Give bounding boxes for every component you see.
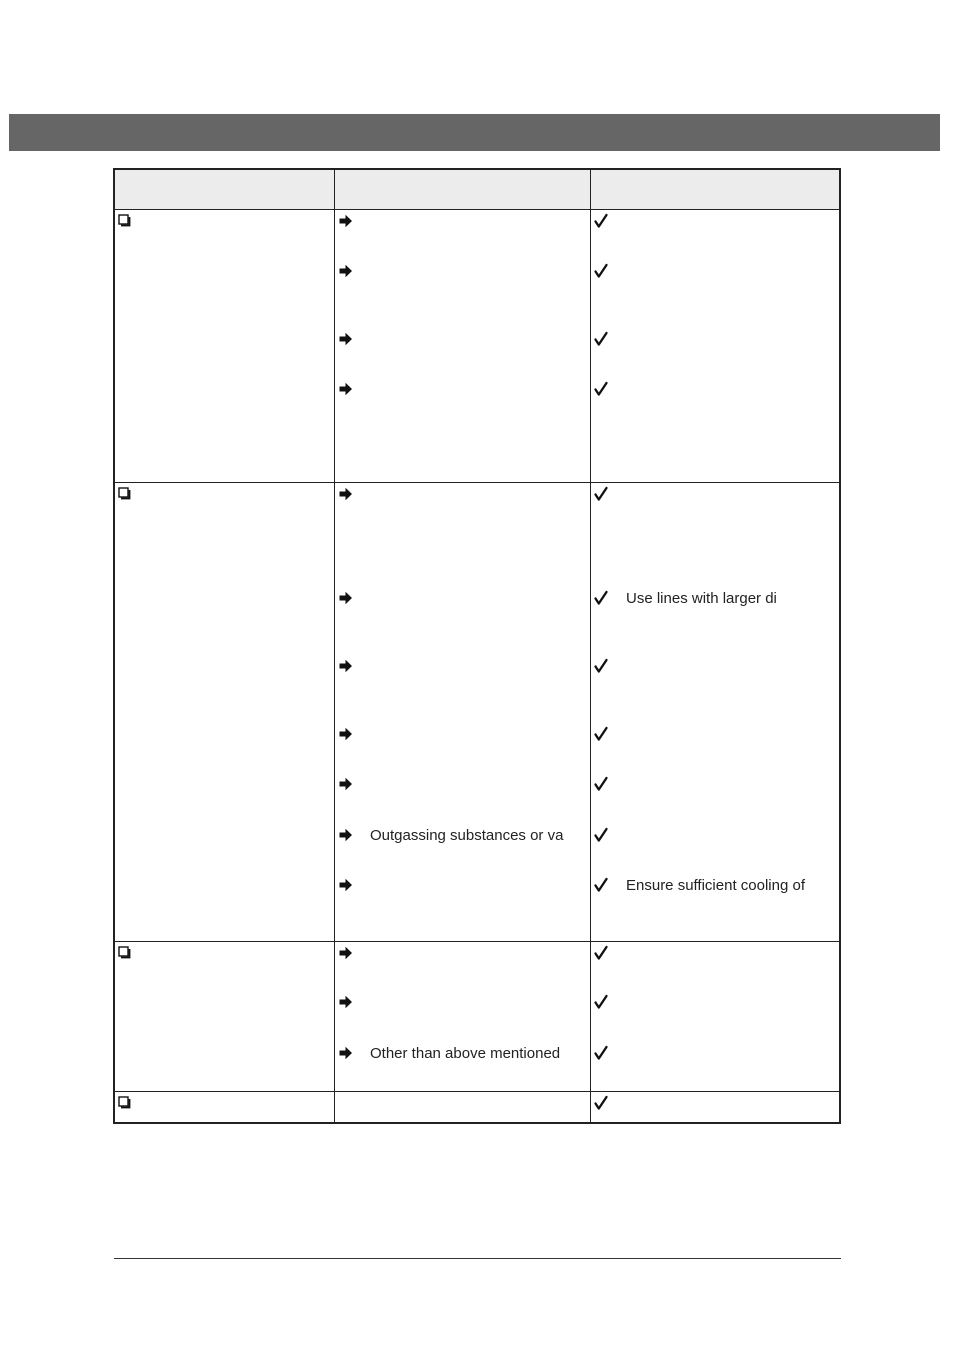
arrow-right-icon — [338, 658, 354, 674]
checkmark-icon — [593, 213, 609, 229]
checkmark-icon — [593, 590, 609, 606]
footer-rule — [114, 1258, 841, 1259]
row-divider — [115, 209, 839, 210]
arrow-right-icon — [338, 827, 354, 843]
checkmark-icon — [593, 945, 609, 961]
row-divider — [115, 941, 839, 942]
checkmark-icon — [593, 877, 609, 893]
table-header-row — [115, 170, 839, 210]
column-divider — [590, 170, 591, 1122]
checkmark-icon — [593, 1095, 609, 1111]
checkbox-icon — [117, 486, 133, 502]
checkmark-icon — [593, 658, 609, 674]
checkbox-icon — [117, 213, 133, 229]
arrow-right-icon — [338, 331, 354, 347]
cause-text: Outgassing substances or va — [370, 827, 564, 844]
arrow-right-icon — [338, 776, 354, 792]
checkmark-icon — [593, 994, 609, 1010]
row-divider — [115, 482, 839, 483]
checkmark-icon — [593, 331, 609, 347]
cause-text: Other than above mentioned — [370, 1045, 561, 1062]
checkmark-icon — [593, 827, 609, 843]
arrow-right-icon — [338, 213, 354, 229]
arrow-right-icon — [338, 945, 354, 961]
column-divider — [334, 170, 335, 1122]
header-remedy — [592, 170, 841, 210]
checkmark-icon — [593, 381, 609, 397]
checkmark-icon — [593, 1045, 609, 1061]
checkmark-icon — [593, 776, 609, 792]
checkbox-icon — [117, 1095, 133, 1111]
remedy-text: Ensure sufficient cooling of — [626, 877, 805, 894]
arrow-right-icon — [338, 994, 354, 1010]
checkmark-icon — [593, 263, 609, 279]
header-problem — [115, 170, 335, 210]
arrow-right-icon — [338, 263, 354, 279]
checkmark-icon — [593, 486, 609, 502]
header-cause — [336, 170, 591, 210]
troubleshooting-table — [113, 168, 841, 1124]
checkmark-icon — [593, 726, 609, 742]
arrow-right-icon — [338, 877, 354, 893]
arrow-right-icon — [338, 486, 354, 502]
row-divider — [115, 1091, 839, 1092]
arrow-right-icon — [338, 590, 354, 606]
arrow-right-icon — [338, 1045, 354, 1061]
section-header-bar — [9, 114, 940, 151]
arrow-right-icon — [338, 381, 354, 397]
checkbox-icon — [117, 945, 133, 961]
remedy-text: Use lines with larger di — [626, 590, 777, 607]
arrow-right-icon — [338, 726, 354, 742]
